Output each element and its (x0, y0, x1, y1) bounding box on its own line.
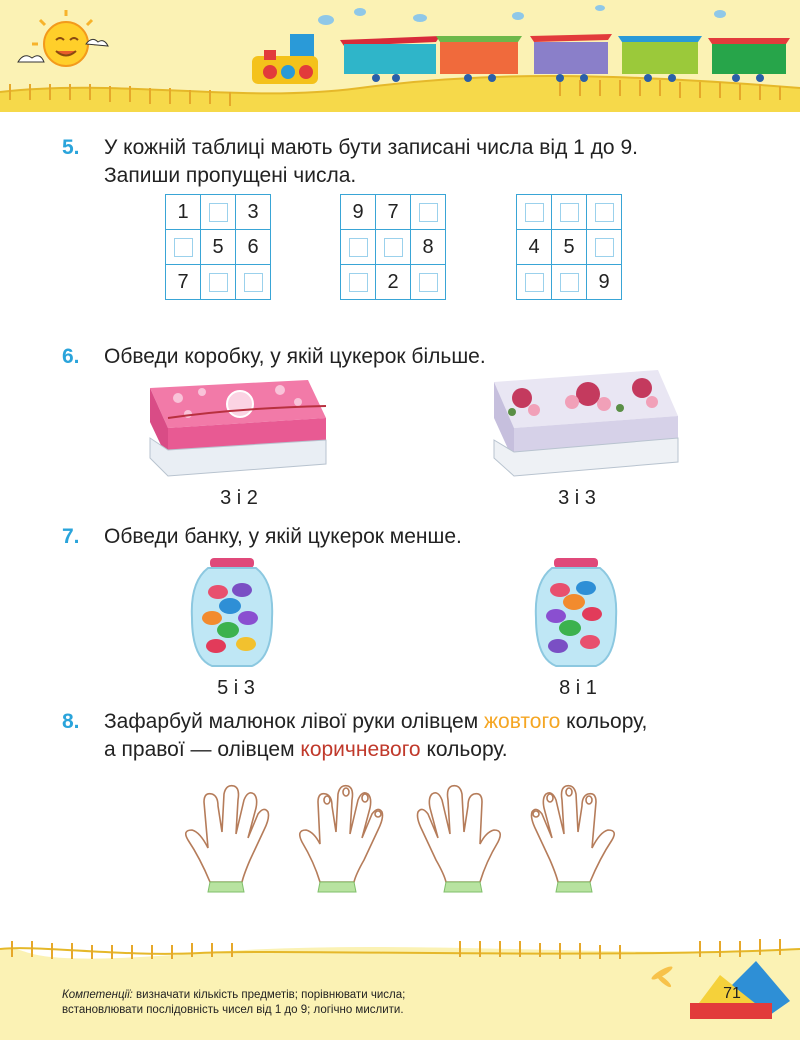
jar-caption-left: 5 і 3 (217, 677, 255, 699)
blank-box[interactable] (384, 238, 403, 257)
wagon-icon (708, 38, 790, 82)
task-text: Обведи коробку, у якій цукерок більше. (104, 345, 486, 368)
blank-box[interactable] (174, 238, 193, 257)
grid-cell: 1 (166, 195, 201, 230)
box-caption-left: 3 і 2 (220, 487, 258, 509)
empty-cell[interactable] (376, 230, 411, 265)
jar-caption-right: 8 і 1 (559, 677, 597, 699)
empty-cell[interactable] (201, 195, 236, 230)
grid-cell: 7 (376, 195, 411, 230)
brown-word: коричневого (300, 738, 421, 761)
wagon-icon (436, 36, 522, 82)
hands-illustration (170, 778, 630, 898)
text-part: Зафарбуй малюнок лівої руки олівцем (104, 710, 484, 733)
text-part: кольору. (420, 738, 508, 761)
blank-box[interactable] (525, 203, 544, 222)
task-line (104, 736, 764, 764)
grid-cell: 9 (341, 195, 376, 230)
grid-row (517, 265, 622, 300)
candy-jar-left-image (190, 556, 274, 668)
note-line (62, 988, 582, 1003)
number-grid-2 (340, 194, 446, 300)
grid-row (166, 230, 271, 265)
task-number: 6. (62, 345, 80, 368)
locomotive-icon (252, 34, 318, 84)
empty-cell[interactable] (341, 265, 376, 300)
grid-cell: 7 (166, 265, 201, 300)
task-number: 8. (62, 710, 80, 733)
grid-cell: 8 (411, 230, 446, 265)
blank-box[interactable] (419, 203, 438, 222)
note-label: Компетенції: (62, 989, 133, 1001)
grid-cell: 5 (552, 230, 587, 265)
competencies-note (62, 988, 582, 1018)
hand-back-icon (300, 786, 383, 882)
hand-palm-icon (418, 786, 501, 882)
empty-cell[interactable] (552, 265, 587, 300)
grid-cell: 5 (201, 230, 236, 265)
grid-row (517, 195, 622, 230)
blank-box[interactable] (560, 273, 579, 292)
blank-box[interactable] (419, 273, 438, 292)
task-line: У кожній таблиці мають бути записані числа від 1 до 9. (104, 136, 638, 159)
note-text: визначати кількість предметів; порівнювати числа; (132, 989, 406, 1001)
wagon-icon (530, 34, 612, 82)
grid-row (166, 195, 271, 230)
yellow-word: жовтого (483, 710, 561, 733)
number-grid-3 (516, 194, 622, 300)
grid-cell: 6 (236, 230, 271, 265)
blank-box[interactable] (595, 203, 614, 222)
empty-cell[interactable] (517, 265, 552, 300)
empty-cell[interactable] (341, 230, 376, 265)
empty-cell[interactable] (236, 265, 271, 300)
task-text (104, 134, 764, 190)
pink-candy-box-image (148, 378, 328, 478)
blank-box[interactable] (525, 273, 544, 292)
number-grid-1 (165, 194, 271, 300)
task-number: 7. (62, 525, 80, 548)
grid-cell: 2 (376, 265, 411, 300)
task-number: 5. (62, 136, 80, 159)
blank-box[interactable] (595, 238, 614, 257)
hand-palm-icon (186, 786, 269, 882)
empty-cell[interactable] (166, 230, 201, 265)
header-banner (0, 0, 800, 112)
empty-cell[interactable] (587, 195, 622, 230)
empty-cell[interactable] (201, 265, 236, 300)
empty-cell[interactable] (517, 195, 552, 230)
grid-row (341, 195, 446, 230)
empty-cell[interactable] (587, 230, 622, 265)
empty-cell[interactable] (411, 265, 446, 300)
task-line: Запиши пропущені числа. (104, 164, 357, 187)
wagon-icon (340, 36, 440, 82)
grid-row (517, 230, 622, 265)
task-7 (62, 523, 762, 553)
task-5 (62, 134, 762, 194)
grid-cell: 9 (587, 265, 622, 300)
dragonfly-icon (650, 964, 674, 988)
sun-icon (32, 10, 100, 66)
candy-jar-right-image (534, 556, 618, 668)
blank-box[interactable] (209, 273, 228, 292)
floral-candy-box-image (492, 368, 682, 478)
text-part: кольору, (560, 710, 648, 733)
grid-row (341, 265, 446, 300)
text-part: а правої — олівцем (104, 738, 301, 761)
empty-cell[interactable] (552, 195, 587, 230)
task-line (104, 708, 764, 736)
blank-box[interactable] (349, 273, 368, 292)
grid-row (166, 265, 271, 300)
blank-box[interactable] (209, 203, 228, 222)
blank-box[interactable] (560, 203, 579, 222)
grid-row (341, 230, 446, 265)
hand-back-icon (532, 786, 615, 882)
train-illustration (0, 0, 800, 112)
empty-cell[interactable] (411, 195, 446, 230)
page-number: 71 (723, 985, 741, 1002)
grid-cell: 3 (236, 195, 271, 230)
wagon-icon (618, 36, 702, 82)
note-line: встановлювати послідовність чисел від 1 до 9; логічно мислити. (62, 1004, 404, 1016)
blank-box[interactable] (349, 238, 368, 257)
task-text: Обведи банку, у якій цукерок менше. (104, 525, 462, 548)
task-text (104, 708, 764, 764)
box-caption-right: 3 і 3 (558, 487, 596, 509)
grid-cell: 4 (517, 230, 552, 265)
blank-box[interactable] (244, 273, 263, 292)
task-8 (62, 708, 762, 768)
